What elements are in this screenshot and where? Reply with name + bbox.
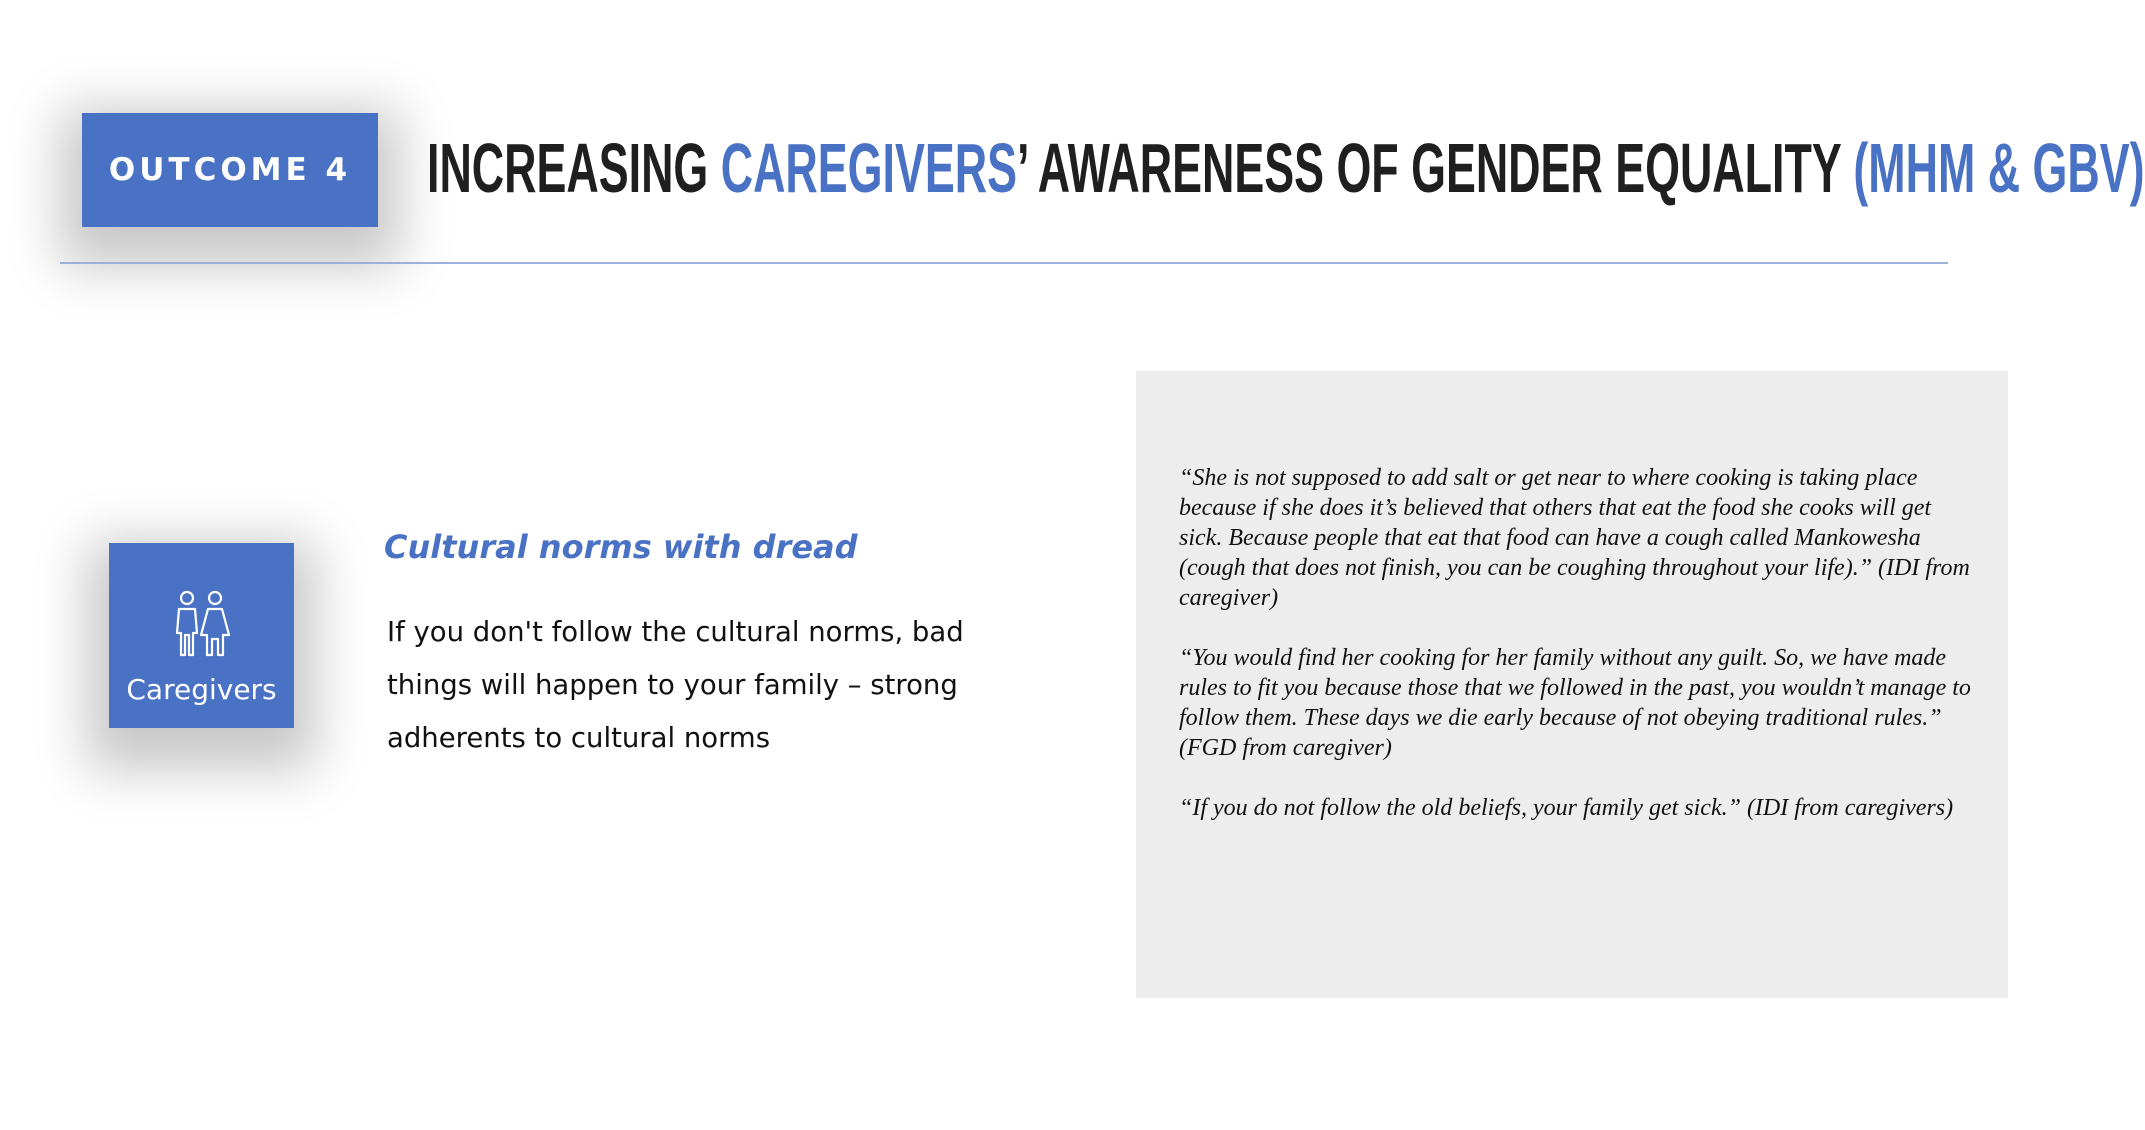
quote-panel — [1136, 371, 2008, 998]
page-title — [427, 118, 2145, 218]
quote-2: “You would find her cooking for her family without any guilt. So, we have made rules to fit you because those that we followed in the past, you wouldn’t manage to follow them. These days we die early because of not obeying traditional rules.” (FGD from caregiver) — [1179, 645, 1971, 761]
section-body: If you don't follow the cultural norms, bad things will happen to your family – strong adherents to cultural norms — [387, 616, 964, 754]
title-divider — [60, 262, 1948, 264]
title-part-2: ’ AWARENESS OF GENDER EQUALITY — [1016, 129, 1854, 207]
title-part-1: INCREASING — [427, 129, 721, 207]
outcome-badge — [82, 113, 378, 227]
people-icon — [171, 589, 233, 659]
outcome-badge-label: OUTCOME 4 — [108, 152, 352, 188]
caregivers-tile — [109, 543, 294, 728]
caregivers-tile-label: Caregivers — [126, 673, 277, 706]
section-heading: Cultural norms with dread — [384, 528, 858, 566]
title-accent-mhm-gbv: (MHM & GBV) — [1853, 129, 2145, 207]
title-accent-caregivers: CAREGIVERS — [720, 129, 1017, 207]
quote-1: “She is not supposed to add salt or get near to where cooking is taking place because if she does it’s believed that others that eat the food she cooks will get sick. Because people that eat that food can have a cough called Mankowesha (cough that does not finish, you can be coughing throughout your life).” (IDI from caregiver) — [1179, 465, 1970, 611]
quote-3: “If you do not follow the old beliefs, your family get sick.” (IDI from caregivers) — [1179, 795, 1954, 821]
